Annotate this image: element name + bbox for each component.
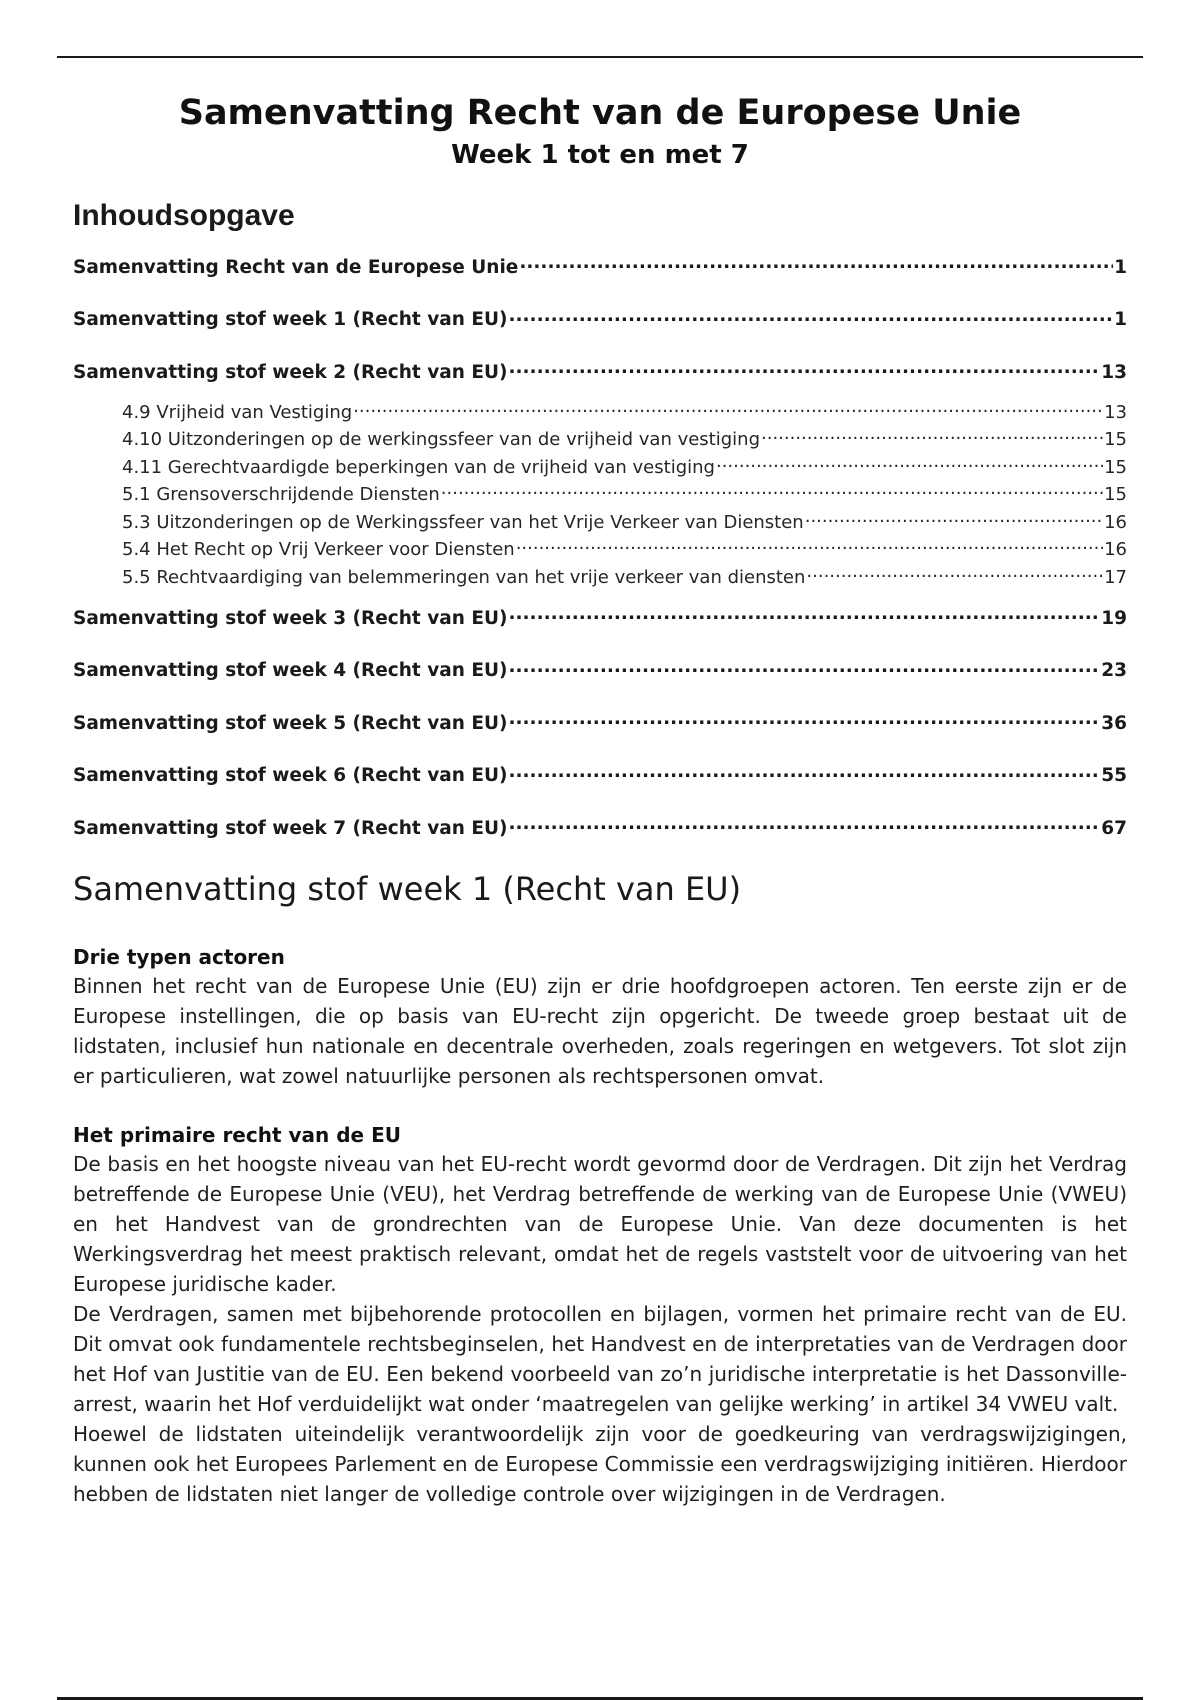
body-paragraph: De Verdragen, samen met bijbehorende protocollen en bijlagen, vormen het primaire recht van de EU. Dit omvat ook fundamentele rechtsbeginselen, het Handvest en de interpretaties van de Verdragen door het Hof van Justitie van de EU. Een bekend voorbeeld van zo’n juridische interpretatie is het Dassonville-arrest, waarin het Hof verduidelijkt wat onder ‘maatregelen van gelijke werking’ in artikel 34 VWEU valt. xyxy=(73,1301,1127,1416)
toc-subentry[interactable] xyxy=(73,564,1127,592)
toc-leader-dots xyxy=(441,482,1103,500)
subsection-heading: Het primaire recht van de EU xyxy=(73,1122,401,1147)
toc-entry-page: 13 xyxy=(1104,401,1127,423)
toc-leader-dots xyxy=(508,710,1100,729)
toc-entry-page: 13 xyxy=(1101,361,1127,383)
toc-leader-dots xyxy=(716,455,1103,473)
toc-entry-page: 16 xyxy=(1104,511,1127,533)
toc-leader-dots xyxy=(761,427,1103,445)
toc-subentry[interactable] xyxy=(73,509,1127,537)
toc-entry-label: 4.10 Uitzonderingen op de werkingssfeer van de vrijheid van vestiging xyxy=(122,429,760,450)
toc-leader-dots xyxy=(508,763,1100,782)
toc-leader-dots xyxy=(806,565,1103,583)
toc-entry-label: Samenvatting stof week 4 (Recht van EU) xyxy=(73,660,508,681)
toc-entry[interactable] xyxy=(73,605,1127,631)
toc-subentry[interactable] xyxy=(73,399,1127,427)
toc-entry-label: Samenvatting stof week 5 (Recht van EU) xyxy=(73,712,508,734)
toc-entry-label: 5.5 Rechtvaardiging van belemmeringen van het vrije verkeer van diensten xyxy=(122,566,806,588)
header-rule xyxy=(57,56,1143,58)
toc-entry-page: 36 xyxy=(1101,712,1127,734)
toc-entry-page: 1 xyxy=(1114,256,1127,278)
toc-entry-label: Samenvatting stof week 7 (Recht van EU) xyxy=(73,817,508,839)
toc-leader-dots xyxy=(353,400,1103,418)
document-title: Samenvatting Recht van de Europese Unie xyxy=(178,93,1022,133)
toc-leader-dots xyxy=(516,537,1103,555)
toc-entry-label: Samenvatting stof week 6 (Recht van EU) xyxy=(73,765,508,786)
section-title: Samenvatting stof week 1 (Recht van EU) xyxy=(73,869,742,908)
document-subtitle: Week 1 tot en met 7 xyxy=(451,140,749,170)
toc-entry-label: Samenvatting stof week 2 (Recht van EU) xyxy=(73,361,508,383)
toc-entry-page: 15 xyxy=(1104,484,1127,505)
toc-subentry[interactable] xyxy=(73,426,1127,454)
toc-entry-page: 17 xyxy=(1104,566,1127,588)
toc-entry-page: 67 xyxy=(1101,817,1127,839)
toc-entry[interactable] xyxy=(73,710,1127,736)
body-paragraph: De basis en het hoogste niveau van het EU-recht wordt gevormd door de Verdragen. Dit zijn het Verdrag betreffende de Europese Unie (VEU), het Verdrag betreffende de werking van de Europese Unie (VWEU) en het Handvest van de grondrechten van de Europese Unie. Van deze documenten is het Werkingsverdrag het meest praktisch relevant, omdat het de regels vaststelt voor de uitvoering van het Europese juridische kader. xyxy=(73,1151,1127,1296)
toc-entry[interactable] xyxy=(73,658,1127,684)
toc-entry-page: 16 xyxy=(1104,539,1127,560)
subsection-heading: Drie typen actoren xyxy=(73,944,285,969)
toc-entry-label: Samenvatting Recht van de Europese Unie xyxy=(73,256,519,278)
toc-leader-dots xyxy=(519,254,1113,273)
content-block-actors xyxy=(73,943,1127,1091)
toc-leader-dots xyxy=(508,359,1100,378)
toc-entry[interactable] xyxy=(73,815,1127,841)
toc-entry-label: Samenvatting stof week 3 (Recht van EU) xyxy=(73,607,508,629)
toc-entry-label: 4.11 Gerechtvaardigde beperkingen van de vrijheid van vestiging xyxy=(122,456,715,478)
toc-entry-label: 5.3 Uitzonderingen op de Werkingssfeer van het Vrije Verkeer van Diensten xyxy=(122,511,804,533)
toc-leader-dots xyxy=(508,815,1100,834)
body-paragraph: Hoewel de lidstaten uiteindelijk verantwoordelijk zijn voor de goedkeuring van verdragswijzigingen, kunnen ook het Europees Parlement en de Europese Commissie een verdragswijziging initiëren. Hierdoor hebben de lidstaten niet langer de volledige controle over wijzigingen in de Verdragen. xyxy=(73,1421,1127,1506)
toc-leader-dots xyxy=(805,510,1103,528)
toc-entry-page: 55 xyxy=(1101,765,1127,786)
toc-entry[interactable] xyxy=(73,359,1127,385)
toc-subentry[interactable] xyxy=(73,481,1127,509)
toc-entry-label: 5.4 Het Recht op Vrij Verkeer voor Diensten xyxy=(122,539,515,560)
toc-entry-page: 23 xyxy=(1101,660,1127,681)
toc-entry-label: 4.9 Vrijheid van Vestiging xyxy=(122,401,353,423)
toc-entry[interactable] xyxy=(73,763,1127,789)
toc-entry-label: Samenvatting stof week 1 (Recht van EU) xyxy=(73,309,508,330)
toc-entry-page: 15 xyxy=(1104,456,1127,478)
toc-entry-page: 1 xyxy=(1114,309,1127,330)
toc-entry-label: 5.1 Grensoverschrijdende Diensten xyxy=(122,484,440,505)
body-paragraph: Binnen het recht van de Europese Unie (EU) zijn er drie hoofdgroepen actoren. Ten eerste zijn er de Europese instellingen, die op basis van EU-recht zijn opgericht. De tweede groep bestaat uit de lidstaten, inclusief hun nationale en decentrale overheden, zoals regeringen en wetgevers. Tot slot zijn er particulieren, wat zowel natuurlijke personen als rechtspersonen omvat. xyxy=(73,973,1127,1088)
toc-entry-page: 15 xyxy=(1104,429,1127,450)
table-of-contents xyxy=(73,254,1127,841)
toc-entry[interactable] xyxy=(73,254,1127,280)
toc-leader-dots xyxy=(508,307,1113,326)
toc-subentry[interactable] xyxy=(73,536,1127,564)
document-page xyxy=(73,92,1127,1509)
toc-entry-page: 19 xyxy=(1101,607,1127,629)
toc-subentry[interactable] xyxy=(73,454,1127,482)
toc-heading: Inhoudsopgave xyxy=(73,199,295,232)
toc-entry[interactable] xyxy=(73,307,1127,333)
content-block-primary-law xyxy=(73,1121,1127,1509)
toc-leader-dots xyxy=(508,605,1100,624)
toc-leader-dots xyxy=(508,658,1100,677)
